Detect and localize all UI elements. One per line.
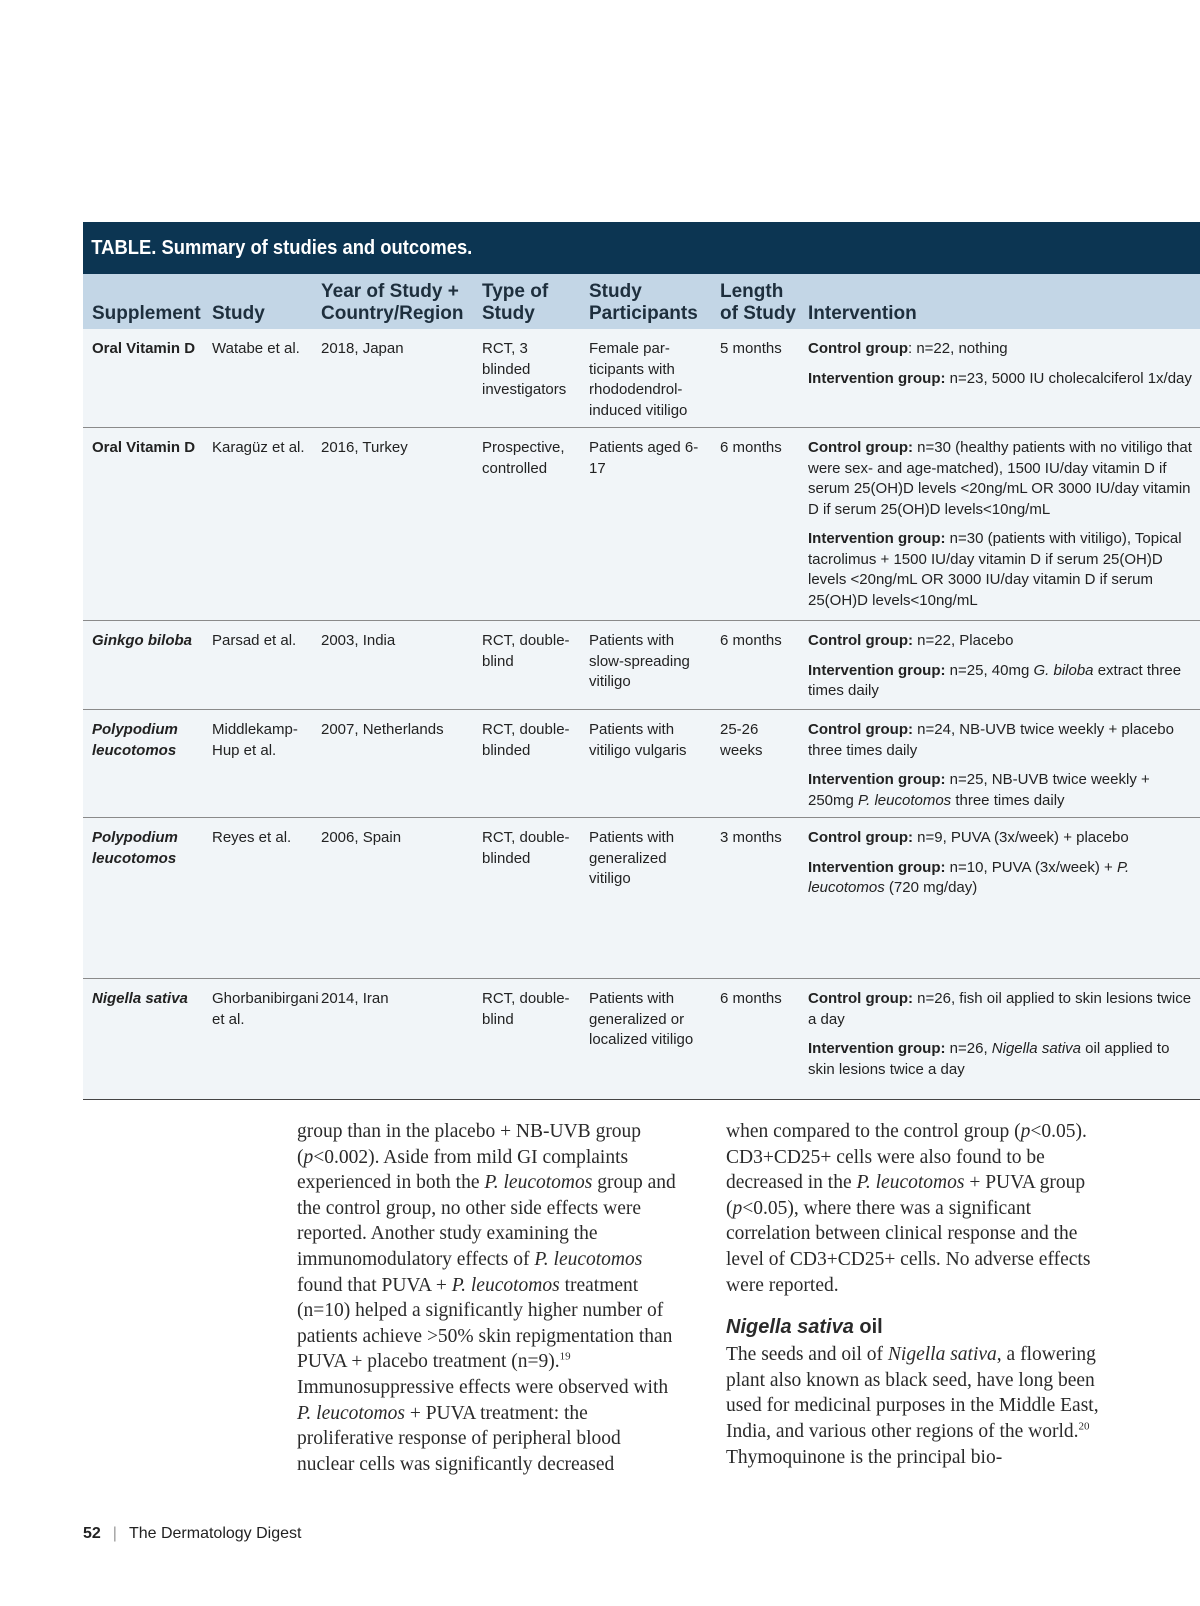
cell-type: RCT, double-blinded	[482, 721, 570, 759]
page-footer	[83, 1525, 301, 1543]
cell-intervention	[799, 329, 1200, 428]
text-run: <0.002). Aside from mild GI complaints experienced in both the	[297, 1146, 629, 1194]
header-type: Type of Study	[482, 281, 549, 324]
cell-participants: Patients with vitiligo vulgaris	[589, 721, 687, 759]
cell-supplement: Polypodium leucotomos	[92, 829, 178, 867]
paragraph	[297, 1119, 677, 1477]
intervention-label: Intervention group:	[808, 858, 946, 876]
studies-table-section	[83, 222, 1200, 1100]
intervention-text-end: oil applied to skin lesions twice a day	[808, 1040, 1170, 1078]
intervention-label: Intervention group:	[808, 1040, 946, 1057]
cell-study: Middlekamp-Hup et al.	[212, 721, 298, 759]
intervention-label: Intervention group:	[808, 369, 946, 387]
text-run: found that PUVA +	[297, 1274, 452, 1296]
intervention-label: Intervention group:	[808, 771, 946, 788]
cell-intervention	[799, 818, 1200, 979]
cell-length: 6 months	[720, 439, 782, 456]
intervention-text: n=10, PUVA (3x/week) +	[945, 858, 1117, 876]
paragraph	[726, 1342, 1106, 1470]
cell-year: 2016, Turkey	[321, 439, 408, 456]
cell-year: 2007, Netherlands	[321, 721, 444, 738]
text-run: The seeds and oil of	[726, 1344, 888, 1366]
intervention-text-end: (720 mg/day)	[884, 879, 978, 896]
control-label: Control group:	[808, 721, 913, 738]
intervention-text: n=26,	[945, 1040, 992, 1057]
text-run: , a flowering plant also known as black seed, have long been used for medicinal purposes in the Middle East, India, and various other regions of the world.	[726, 1344, 1099, 1442]
text-run: + PUVA group (	[726, 1172, 1086, 1219]
cell-study: Parsad et al.	[212, 632, 297, 649]
text-run: treatment (n=10) helped a significantly higher number of patients achieve >50% skin repigmentation than PUVA + placebo treatment (n=9).	[297, 1274, 673, 1373]
italic-run: P. leucotomos	[297, 1402, 405, 1424]
paragraph	[726, 1119, 1106, 1298]
italic-run: P. leucotomos	[484, 1172, 593, 1194]
control-text: n=24, NB-UVB twice weekly + placebo three times daily	[808, 721, 1174, 759]
table-header-row	[83, 274, 1200, 329]
cell-year: 2003, India	[321, 632, 396, 649]
cell-type: RCT, double-blind	[482, 632, 570, 670]
table-row	[83, 818, 1200, 979]
intervention-italic: G. biloba	[1033, 661, 1094, 679]
intervention-italic: Nigella sativa	[991, 1040, 1082, 1057]
cell-study: Reyes et al.	[212, 829, 292, 846]
page-number: 52	[83, 1525, 101, 1542]
cell-participants: Patients with generalized vitiligo	[589, 829, 675, 887]
cell-participants: Patients with generalized or localized vitiligo	[589, 990, 694, 1048]
intervention-line	[808, 661, 1196, 702]
italic-run: P. leucotomos	[451, 1274, 560, 1296]
cell-participants: Patients aged 6-17	[589, 439, 699, 477]
cell-length: 25-26 weeks	[720, 721, 763, 759]
text-run: + PUVA treatment: the proliferative response of peripheral blood nuclear cells was significantly decreased	[297, 1402, 621, 1475]
table-title-bold: TABLE.	[91, 237, 157, 259]
table-row	[83, 710, 1200, 818]
text-run: <0.05). CD3+CD25+ cells were also found to be decreased in the	[726, 1121, 1087, 1194]
control-text: n=22, Placebo	[912, 632, 1014, 649]
italic-run: P. leucotomos	[856, 1172, 965, 1194]
heading-text: oil	[853, 1316, 883, 1339]
header-study: Study	[212, 303, 265, 324]
publication-name: The Dermatology Digest	[128, 1525, 302, 1542]
header-intervention: Intervention	[808, 303, 917, 324]
table-title	[83, 222, 1200, 274]
table-row	[83, 428, 1200, 621]
control-text: n=9, PUVA (3x/week) + placebo	[912, 829, 1129, 846]
intervention-label: Intervention group:	[808, 530, 946, 547]
control-label: Control group:	[808, 829, 913, 846]
reference-superscript: 20	[1078, 1420, 1090, 1433]
intervention-text-end: three times daily	[951, 791, 1065, 809]
cell-length: 3 months	[720, 829, 782, 846]
intervention-line	[808, 858, 1196, 899]
text-run: Immunosuppressive effects were observed with	[297, 1376, 669, 1398]
cell-type: Prospective, controlled	[482, 439, 565, 477]
footer-separator: |	[112, 1525, 117, 1542]
cell-supplement: Nigella sativa	[92, 990, 188, 1007]
control-text: : n=22, nothing	[907, 340, 1008, 357]
header-supplement: Supplement	[92, 303, 201, 324]
control-label: Control group:	[808, 990, 913, 1007]
intervention-text: n=30 (patients with vitiligo), Topical tacrolimus + 1500 IU/day vitamin D if serum 25(OH)D levels <20ng/mL OR 3000 IU/day vitamin D if serum 25(OH)D levels<10ng/mL	[808, 530, 1182, 609]
cell-supplement: Oral Vitamin D	[92, 340, 196, 357]
cell-type: RCT, double-blinded	[482, 829, 570, 867]
cell-length: 5 months	[720, 340, 782, 357]
cell-year: 2006, Spain	[321, 829, 402, 846]
section-heading	[726, 1314, 1106, 1340]
cell-study: Watabe et al.	[212, 340, 300, 357]
intervention-text: n=25, NB-UVB twice weekly + 250mg	[808, 771, 1150, 809]
italic-run: Nigella sativa	[887, 1344, 997, 1366]
cell-supplement: Polypodium leucotomos	[92, 721, 178, 759]
cell-participants: Patients with slow-spreading vitiligo	[589, 632, 690, 690]
cell-intervention	[799, 710, 1200, 818]
table-row	[83, 621, 1200, 710]
cell-intervention	[799, 428, 1200, 621]
header-length: Length of Study	[720, 281, 796, 324]
italic-run: p	[732, 1197, 743, 1219]
control-label: Control group:	[808, 439, 913, 456]
table-row	[83, 979, 1200, 1100]
intervention-text: n=25, 40mg	[945, 661, 1034, 679]
text-run: group and the control group, no other side effects were reported. Another study examining the immunomodulatory effects of	[297, 1172, 676, 1270]
intervention-italic: P. leucotomos	[858, 791, 952, 809]
cell-intervention	[799, 621, 1200, 710]
text-run: group than in the placebo + NB-UVB group (	[297, 1121, 642, 1168]
cell-type: RCT, 3 blinded investigators	[482, 340, 567, 398]
intervention-line	[808, 529, 1196, 611]
text-run: <0.05), where there was a significant correlation between clinical response and the level of CD3+CD25+ cells. No adverse effects were reported.	[726, 1197, 1091, 1296]
cell-length: 6 months	[720, 990, 782, 1007]
italic-run: P. leucotomos	[534, 1248, 643, 1270]
reference-superscript: 19	[559, 1350, 571, 1363]
cell-supplement: Oral Vitamin D	[92, 439, 196, 456]
intervention-label: Intervention group:	[808, 661, 946, 679]
body-column-left	[297, 1119, 677, 1477]
control-label: Control group:	[808, 632, 913, 649]
control-text: n=26, fish oil applied to skin lesions twice a day	[808, 990, 1192, 1028]
intervention-italic: P. leucotomos	[808, 858, 1130, 896]
intervention-text-end: extract three times daily	[808, 661, 1182, 699]
text-run: when compared to the control group (	[726, 1121, 1021, 1142]
table-title-text: Summary of studies and outcomes.	[161, 237, 473, 259]
table-row	[83, 329, 1200, 428]
intervention-text: n=23, 5000 IU cholecalciferol 1x/day	[945, 369, 1192, 387]
cell-type: RCT, double-blind	[482, 990, 570, 1028]
italic-run: p	[303, 1146, 314, 1168]
cell-supplement: Ginkgo biloba	[92, 632, 192, 649]
control-label: Control group	[808, 340, 908, 357]
heading-italic: Nigella sativa	[726, 1316, 854, 1339]
cell-intervention	[799, 979, 1200, 1100]
control-text: n=30 (healthy patients with no vitiligo that were sex- and age-matched), 1500 IU/day vitamin D if serum 25(OH)D levels <20ng/mL OR 3000 IU/day vitamin D if serum 25(OH)D levels<10ng/mL	[808, 439, 1192, 518]
cell-year: 2014, Iran	[321, 990, 389, 1007]
cell-year: 2018, Japan	[321, 340, 404, 357]
cell-participants: Female par-ticipants with rhododendrol-induced vitiligo	[589, 340, 688, 419]
italic-run: p	[1020, 1121, 1031, 1142]
body-column-right	[726, 1119, 1106, 1470]
header-year-country: Year of Study + Country/Region	[321, 281, 464, 324]
cell-length: 6 months	[720, 632, 782, 649]
cell-study: Ghorbanibirgani et al.	[212, 990, 319, 1028]
intervention-line	[808, 369, 1196, 390]
header-participants: Study Participants	[589, 281, 698, 324]
cell-study: Karagüz et al.	[212, 439, 305, 456]
intervention-line	[808, 770, 1196, 811]
intervention-line	[808, 1039, 1196, 1080]
text-run: Thymoquinone is the principal bio-	[726, 1446, 1003, 1468]
studies-table	[83, 274, 1200, 1100]
